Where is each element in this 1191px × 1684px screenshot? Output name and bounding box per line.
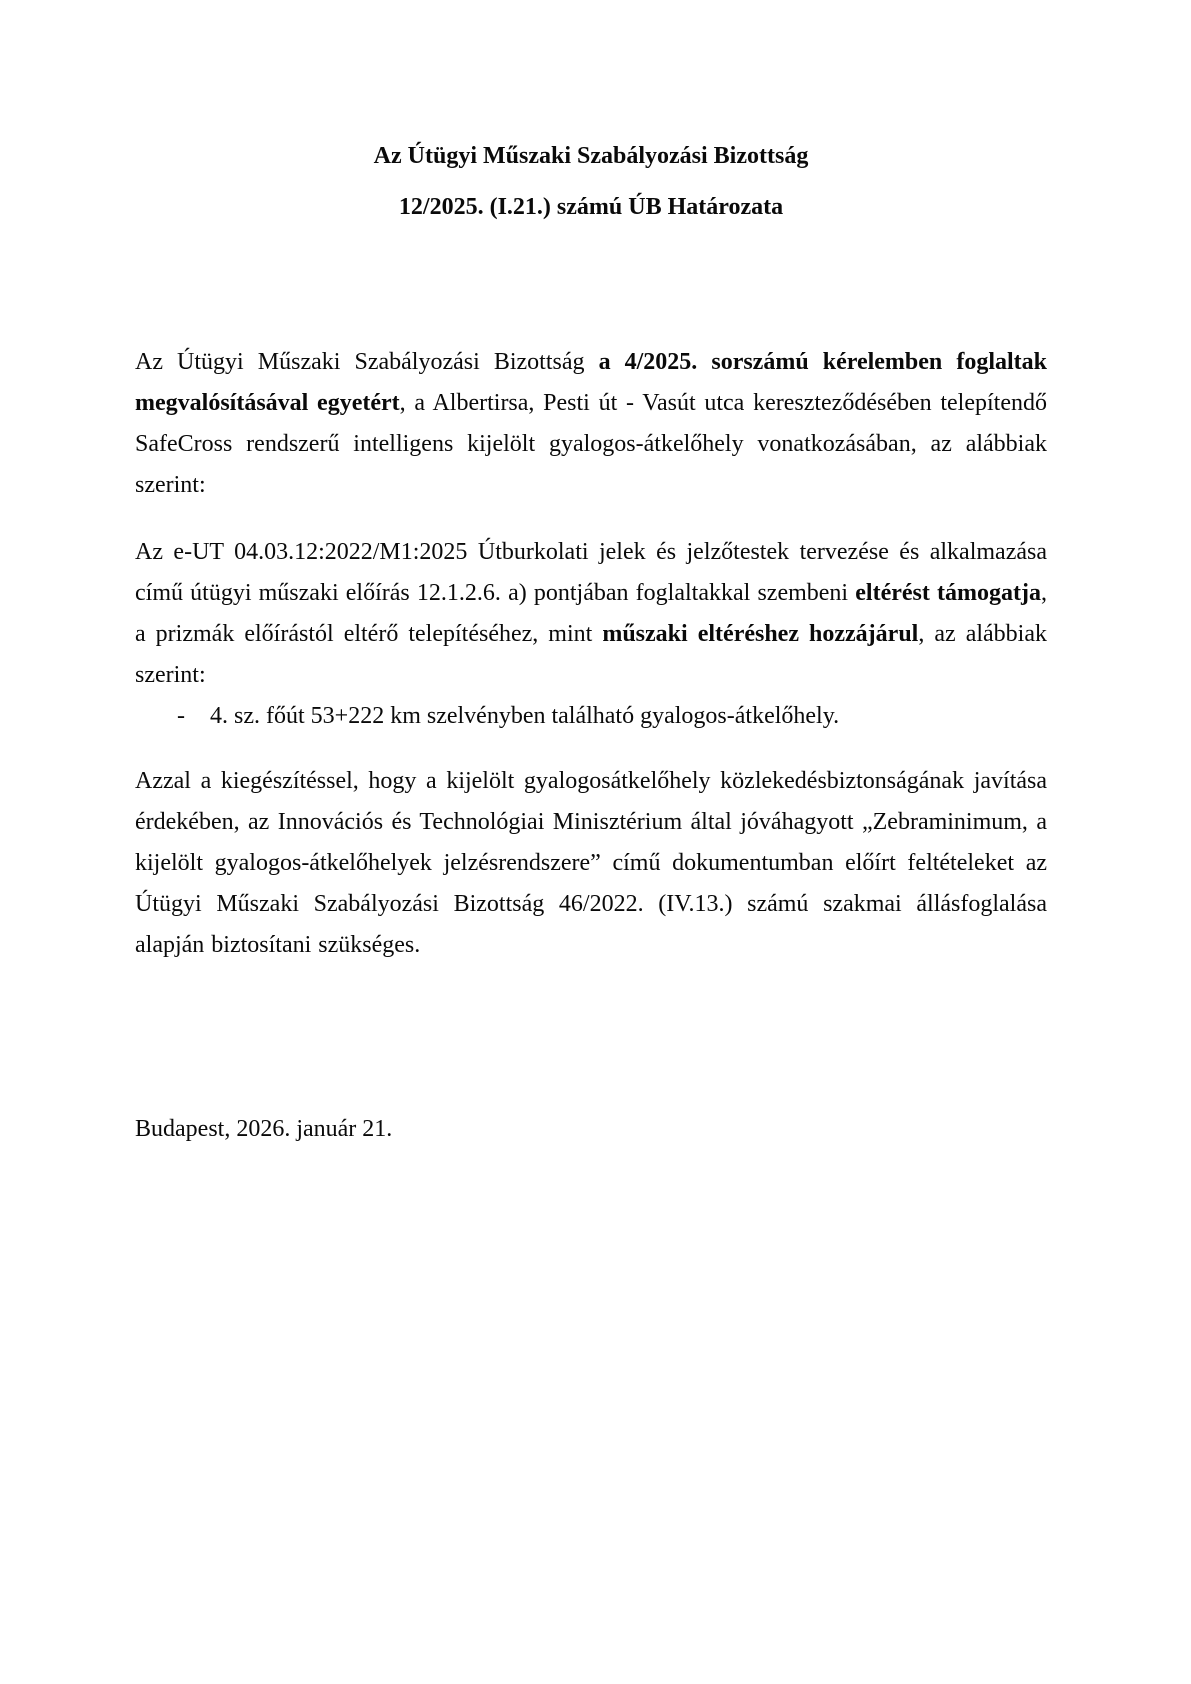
list-item-marker: - bbox=[177, 703, 185, 729]
body-paragraph-1 bbox=[135, 342, 1047, 506]
document-body bbox=[135, 342, 1047, 966]
text-run: 4. sz. főút 53+222 km szelvényben található gyalogos-átkelőhely. bbox=[210, 703, 840, 729]
list-item-text bbox=[210, 696, 1047, 737]
text-run: , az alábbiak szerint: bbox=[135, 621, 1047, 688]
text-run: , a Albertirsa, Pesti út - Vasút utca kereszteződésében telepítendő SafeCross rendszerű intelligens kijelölt gyalogos-átkelőhely vonatkozásában, az alábbiak szerint: bbox=[135, 390, 1047, 498]
document-title-line-2: 12/2025. (I.21.) számú ÚB Határozata bbox=[398, 194, 784, 220]
document-title bbox=[135, 131, 1047, 233]
date-line: Budapest, 2026. január 21. bbox=[135, 1116, 393, 1142]
body-paragraph-4 bbox=[135, 761, 1047, 966]
text-run: Az e-UT 04.03.12:2022/M1:2025 Útburkolati jelek és jelzőtestek tervezése és alkalmazása című útügyi műszaki előírás 12.1.2.6. a) pontjában foglaltakkal szembeni bbox=[135, 539, 1047, 606]
text-run: Azzal a kiegészítéssel, hogy a kijelölt gyalogosátkelőhely közlekedésbiztonságának javítása érdekében, az Innovációs és Technológiai Minisztérium által jóváhagyott „Zebraminimum, a kijelölt gyalogos-átkelőhelyek jelzésrendszere” című dokumentumban előírt feltételeket az Útügyi Műszaki Szabályozási Bizottság 46/2022. (IV.13.) számú szakmai állásfoglalása alapján biztosítani szükséges. bbox=[135, 768, 1047, 958]
text-run: a 4/2025. sorszámú kérelemben foglaltak megvalósításával egyetért bbox=[135, 349, 1047, 416]
text-run: műszaki eltéréshez hozzájárul bbox=[602, 621, 919, 647]
document-title-line-1: Az Útügyi Műszaki Szabályozási Bizottság bbox=[373, 143, 809, 169]
text-run: Az Útügyi Műszaki Szabályozási Bizottság bbox=[135, 349, 599, 375]
text-run: eltérést támogatja bbox=[855, 580, 1041, 606]
body-paragraph-2 bbox=[135, 532, 1047, 696]
list-item bbox=[135, 696, 1047, 737]
text-run: , a prizmák előírástól eltérő telepítéséhez, mint bbox=[135, 580, 1047, 647]
